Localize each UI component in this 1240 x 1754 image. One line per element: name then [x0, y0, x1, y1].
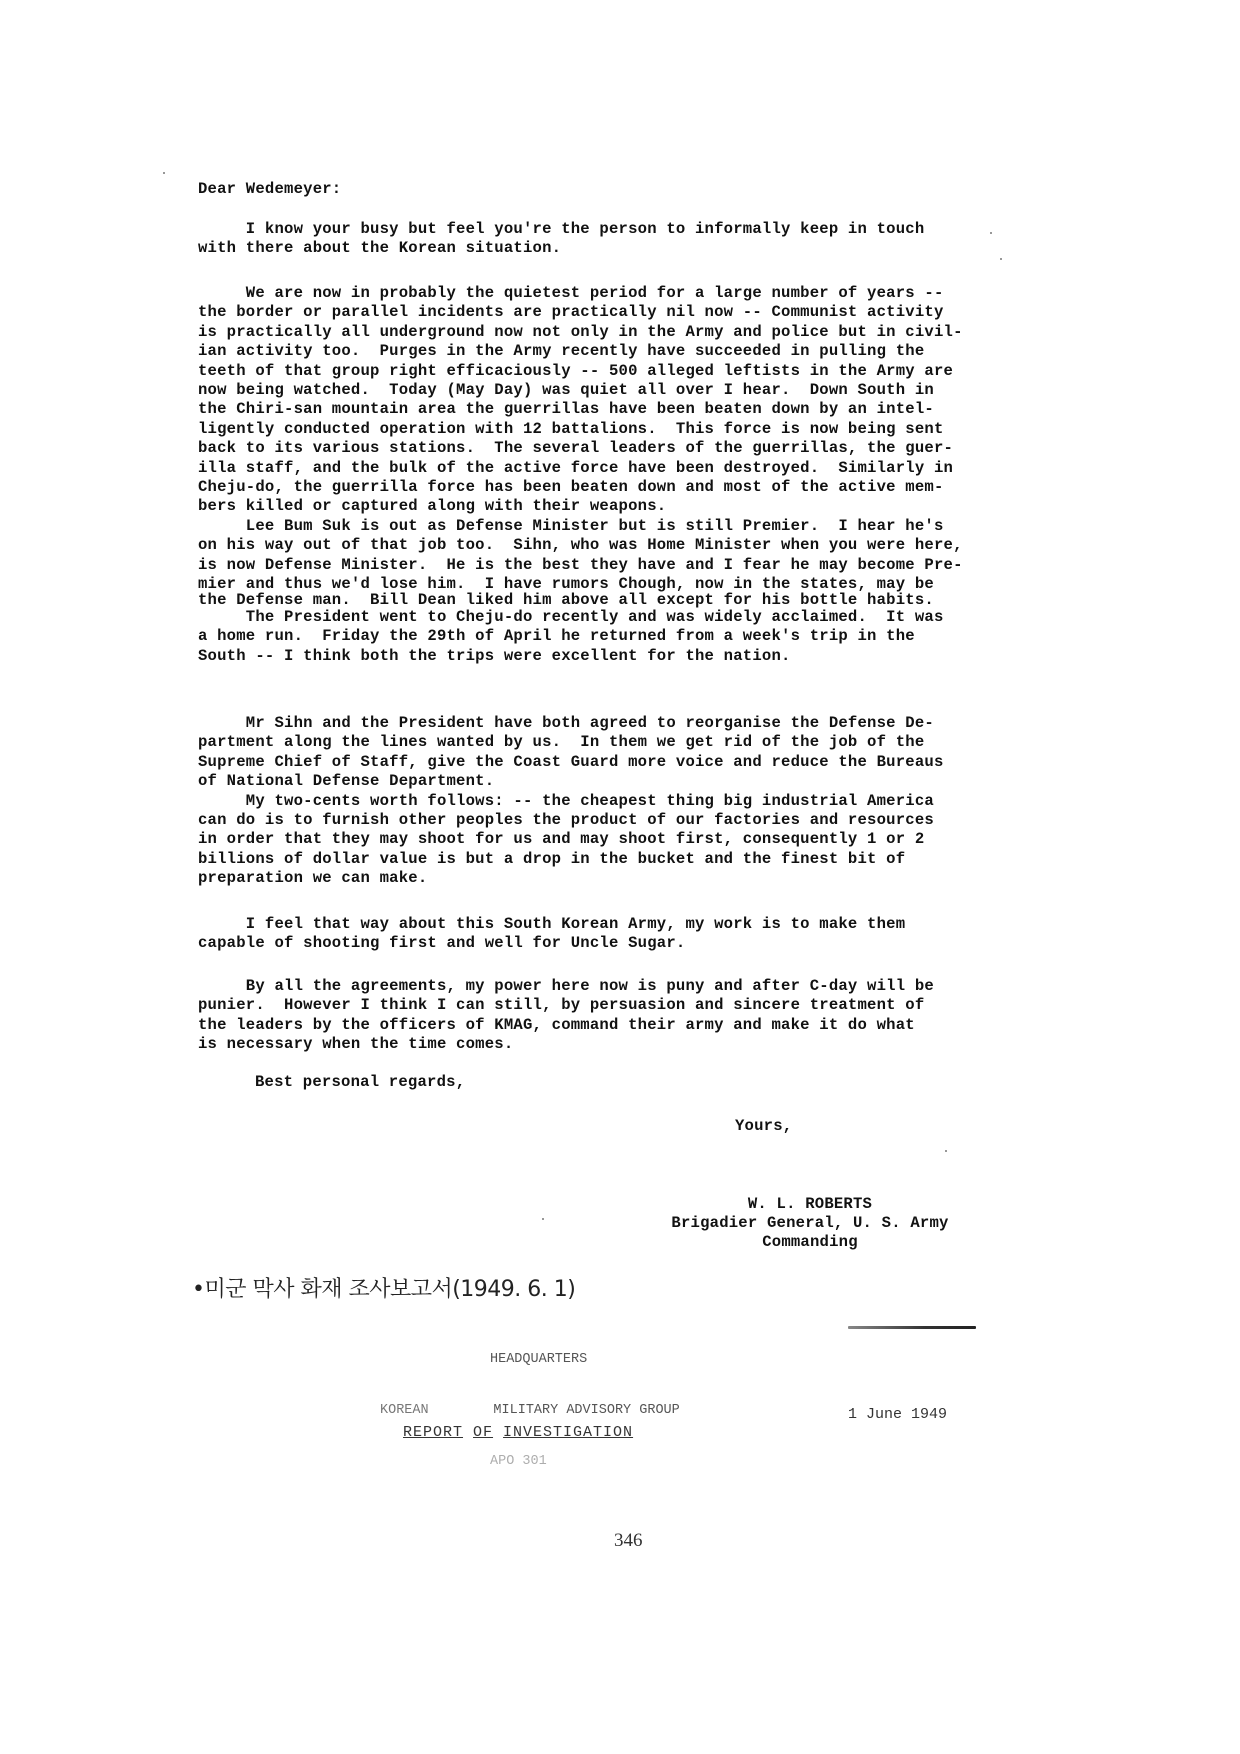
letter-closing: Best personal regards,	[255, 1073, 466, 1091]
text-line: is necessary when the time comes.	[198, 1035, 514, 1054]
report-title	[403, 1424, 643, 1441]
letter-paragraph-2	[198, 284, 1028, 666]
text-line: the border or parallel incidents are practically nil now -- Communist activity	[198, 303, 944, 322]
header-line-3: APO 301	[490, 1454, 547, 1469]
text-line: a home run. Friday the 29th of April he returned from a week's trip in the	[198, 627, 915, 646]
text-line: preparation we can make.	[198, 869, 428, 888]
text-line: with there about the Korean situation.	[198, 239, 562, 258]
text-line: on his way out of that job too. Sihn, who was Home Minister when you were here,	[198, 536, 963, 555]
report-header	[380, 1317, 680, 1504]
text-line: back to its various stations. The several leaders of the guerrillas, the guer-	[198, 439, 954, 458]
text-line: By all the agreements, my power here now is puny and after C-day will be	[198, 977, 934, 995]
signatory-rank: Brigadier General, U. S. Army	[671, 1214, 949, 1232]
scan-speck	[542, 1218, 544, 1220]
letter-paragraph-3	[198, 714, 1028, 889]
text-line: Lee Bum Suk is out as Defense Minister but is still Premier. I hear he's	[198, 516, 944, 535]
text-line: illa staff, and the bulk of the active force have been destroyed. Similarly in	[198, 458, 954, 477]
text-line: We are now in probably the quietest period for a large number of years --	[198, 284, 944, 302]
signature-stroke	[848, 1326, 976, 1329]
scan-speck	[945, 1150, 947, 1152]
text-line: is practically all underground now not only in the Army and police but in civil-	[198, 322, 963, 341]
text-line: South -- I think both the trips were excellent for the nation.	[198, 646, 791, 665]
text-line: in order that they may shoot for us and may shoot first, consequently 1 or 2	[198, 830, 925, 849]
text-line: can do is to furnish other peoples the product of our factories and resources	[198, 811, 934, 830]
header-line-2-right: MILITARY ADVISORY GROUP	[493, 1403, 680, 1418]
scan-speck	[163, 172, 165, 174]
report-title-word: OF	[473, 1424, 494, 1441]
signatory-name: W. L. ROBERTS	[747, 1195, 873, 1213]
report-date: 1 June 1949	[848, 1406, 948, 1423]
text-line: Cheju-do, the guerrilla force has been beaten down and most of the active mem-	[198, 478, 944, 497]
text-line: the Defense man. Bill Dean liked him above all except for his bottle habits.	[198, 590, 934, 609]
header-line-2	[380, 1402, 680, 1419]
text-line: is now Defense Minister. He is the best they have and I fear he may become Pre-	[198, 555, 963, 574]
text-line: of National Defense Department.	[198, 772, 495, 791]
text-line: mier and thus we'd lose him. I have rumors Chough, now in the states, may be	[198, 575, 934, 594]
text-line: punier. However I think I can still, by persuasion and sincere treatment of	[198, 996, 925, 1015]
text-line: now being watched. Today (May Day) was quiet all over I hear. Down South in	[198, 381, 934, 400]
text-line: teeth of that group right efficaciously -- 500 alleged leftists in the Army are	[198, 361, 954, 380]
text-line: the Chiri-san mountain area the guerrillas have been beaten down by an intel-	[198, 400, 934, 419]
letter-valediction: Yours,	[735, 1117, 793, 1135]
header-line-1: HEADQUARTERS	[490, 1352, 588, 1367]
text-line: Supreme Chief of Staff, give the Coast Guard more voice and reduce the Bureaus	[198, 752, 944, 771]
letter-paragraph-4	[198, 915, 1028, 954]
text-line: ian activity too. Purges in the Army recently have succeeded in pulling the	[198, 342, 925, 361]
text-line: the leaders by the officers of KMAG, command their army and make it do what	[198, 1015, 915, 1034]
scan-speck	[990, 232, 992, 234]
report-title-word: REPORT	[403, 1424, 464, 1441]
text-line: Mr Sihn and the President have both agreed to reorganise the Defense De-	[198, 714, 934, 732]
letter-paragraph-1	[198, 220, 1028, 259]
letter-paragraph-5	[198, 977, 1028, 1055]
signature-block	[660, 1195, 960, 1252]
text-line: capable of shooting first and well for Uncle Sugar.	[198, 934, 686, 953]
text-line: I feel that way about this South Korean Army, my work is to make them	[198, 915, 906, 933]
text-line: bers killed or captured along with their weapons.	[198, 497, 667, 516]
scan-speck	[1000, 258, 1002, 260]
report-title-word: INVESTIGATION	[503, 1424, 634, 1441]
header-line-2-left: KOREAN	[380, 1403, 429, 1418]
text-line: I know your busy but feel you're the person to informally keep in touch	[198, 220, 925, 238]
letter-salutation: Dear Wedemeyer:	[198, 180, 342, 198]
page-number: 346	[614, 1530, 643, 1551]
text-line: ligently conducted operation with 12 battalions. This force is now being sent	[198, 419, 944, 438]
text-line: partment along the lines wanted by us. In them we get rid of the job of the	[198, 733, 925, 752]
signatory-title: Commanding	[762, 1233, 858, 1251]
text-line: My two-cents worth follows: -- the cheapest thing big industrial America	[198, 791, 934, 810]
text-line: billions of dollar value is but a drop in the bucket and the finest bit of	[198, 849, 906, 868]
korean-caption: •미군 막사 화재 조사보고서(1949. 6. 1)	[192, 1277, 576, 1302]
text-line: The President went to Cheju-do recently and was widely acclaimed. It was	[198, 607, 944, 626]
